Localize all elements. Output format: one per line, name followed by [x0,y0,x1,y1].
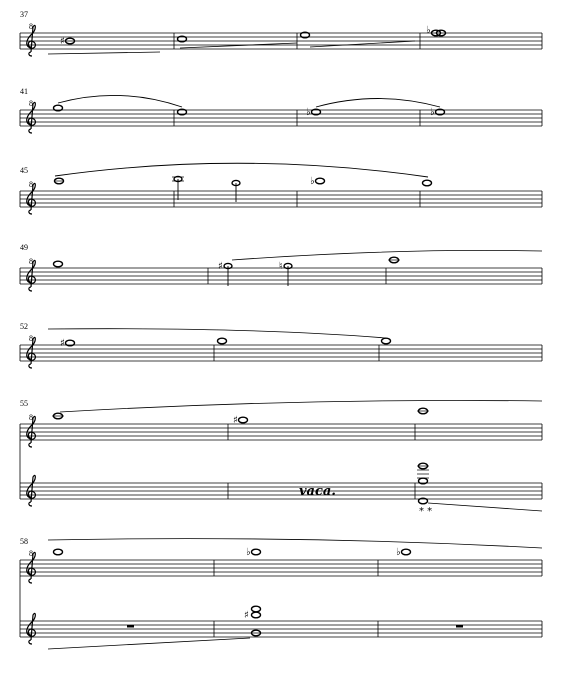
whole-note [252,606,261,612]
glissando-lines [48,539,542,649]
notes [60,338,391,349]
svg-text:8: 8 [29,22,33,31]
svg-text:8: 8 [29,257,33,266]
system-m58 [20,537,542,649]
treble-clef-8va-icon [27,257,36,291]
sharp-icon: ♯ [218,261,223,272]
staff [20,110,542,126]
flat-icon: ♭ [246,547,251,558]
whole-rest-icon [127,625,134,628]
svg-text:8: 8 [29,413,33,422]
flat-icon: ♭ [310,176,315,187]
whole-note [54,261,63,267]
treble-clef-8va-icon [27,549,36,583]
system-m52 [20,322,542,368]
sharp-icon: ♯ [60,338,65,349]
treble-clef-8va-icon [27,22,36,56]
whole-note [402,549,411,555]
whole-note [239,417,248,423]
slurs [55,163,428,177]
svg-text:8: 8 [29,99,33,108]
slurs [58,95,440,107]
staff [20,33,542,49]
treble-clef-8va-icon [27,180,36,214]
notes [54,257,401,286]
whole-note [252,612,261,618]
glissando-lines [232,250,542,260]
svg-text:8: 8 [29,549,33,558]
flat-icon: ♭ [396,547,401,558]
system-m49 [20,243,542,291]
svg-text:8: 8 [29,180,33,189]
barlines [20,424,542,499]
whole-note [423,180,432,186]
staff-upper [20,560,542,576]
treble-clef-8va-icon [27,334,36,368]
sharp-icon: ♯ [60,36,65,47]
whole-note [316,178,325,184]
whole-rest-icon [456,625,463,628]
sharp-icon: ♯ [244,610,249,621]
asterisk-marking: * * [419,506,433,517]
notes [54,105,445,118]
glissando-lines [48,41,415,54]
measure-number-58: 58 [20,537,28,546]
notes [60,25,446,47]
sharp-icon: ♯ [233,415,238,426]
barlines [20,560,542,637]
measure-number-45: 45 [20,166,28,175]
system-m55 [20,399,542,517]
measure-number-37: 37 [20,10,28,19]
staff-upper [20,424,542,440]
natural-icon: ♮ [279,261,283,272]
measure-number-41: 41 [20,87,28,96]
notes [54,176,432,202]
staff [20,191,542,207]
svg-text:8: 8 [29,334,33,343]
measure-number-52: 52 [20,322,28,331]
measure-number-49: 49 [20,243,28,252]
flat-icon: ♭ [430,107,435,118]
glissando-lines [48,329,386,338]
staff [20,345,542,361]
whole-note [54,549,63,555]
system-m45 [20,163,542,214]
notes [52,408,429,504]
treble-clef-8va-icon [27,413,36,447]
system-m41 [20,87,542,133]
staff-lower [20,621,542,637]
treble-clef-8va-icon [27,99,36,133]
whole-note [218,338,227,344]
measure-number-55: 55 [20,399,28,408]
flat-icon: ♭ [306,107,311,118]
vaca-marking: vaca. [299,484,336,499]
staff-lower [20,483,542,499]
whole-note [252,549,261,555]
flat-icon: ♭ [426,25,431,36]
whole-note [382,338,391,344]
system-m37 [20,10,542,56]
